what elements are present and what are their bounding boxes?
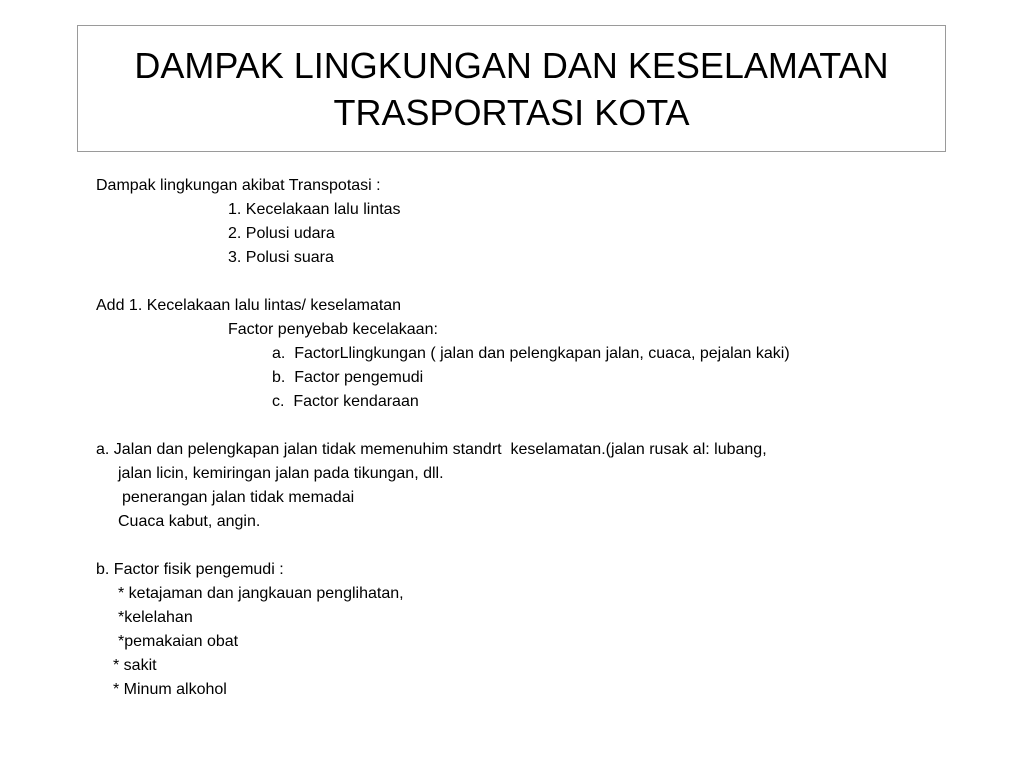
intro-text: Dampak lingkungan akibat Transpotasi :	[96, 177, 381, 194]
section-a-line: a. Jalan dan pelengkapan jalan tidak memenuhim standrt keselamatan.(jalan rusak al: lubang,	[96, 441, 767, 458]
factor-item: c. Factor kendaraan	[272, 393, 419, 410]
section-b-item: * Minum alkohol	[113, 681, 227, 698]
add-heading: Add 1. Kecelakaan lalu lintas/ keselamatan	[96, 297, 402, 314]
slide-title-line-1: DAMPAK LINGKUNGAN DAN KESELAMATAN	[134, 44, 889, 86]
section-a-line: penerangan jalan tidak memadai	[122, 489, 355, 506]
spacer	[96, 270, 996, 294]
section-b-item: *kelelahan	[118, 609, 193, 626]
section-b-item: *pemakaian obat	[118, 633, 239, 650]
impact-item: 2. Polusi udara	[228, 225, 335, 242]
spacer	[96, 414, 996, 438]
impact-item: 3. Polusi suara	[228, 249, 334, 266]
factor-heading: Factor penyebab kecelakaan:	[228, 321, 438, 338]
slide-content	[96, 174, 996, 702]
slide-title	[134, 42, 888, 136]
section-b-heading: b. Factor fisik pengemudi :	[96, 561, 284, 578]
section-b-item: * sakit	[113, 657, 157, 674]
section-a-line: jalan licin, kemiringan jalan pada tikungan, dll.	[118, 465, 444, 482]
title-box	[77, 25, 946, 152]
impact-item: 1. Kecelakaan lalu lintas	[228, 201, 401, 218]
spacer	[96, 534, 996, 558]
factor-item: b. Factor pengemudi	[272, 369, 424, 386]
section-b-item: * ketajaman dan jangkauan penglihatan,	[118, 585, 404, 602]
section-a-line: Cuaca kabut, angin.	[118, 513, 261, 530]
factor-item: a. FactorLlingkungan ( jalan dan pelengkapan jalan, cuaca, pejalan kaki)	[272, 345, 790, 362]
slide-title-line-2: TRASPORTASI KOTA	[333, 91, 690, 133]
